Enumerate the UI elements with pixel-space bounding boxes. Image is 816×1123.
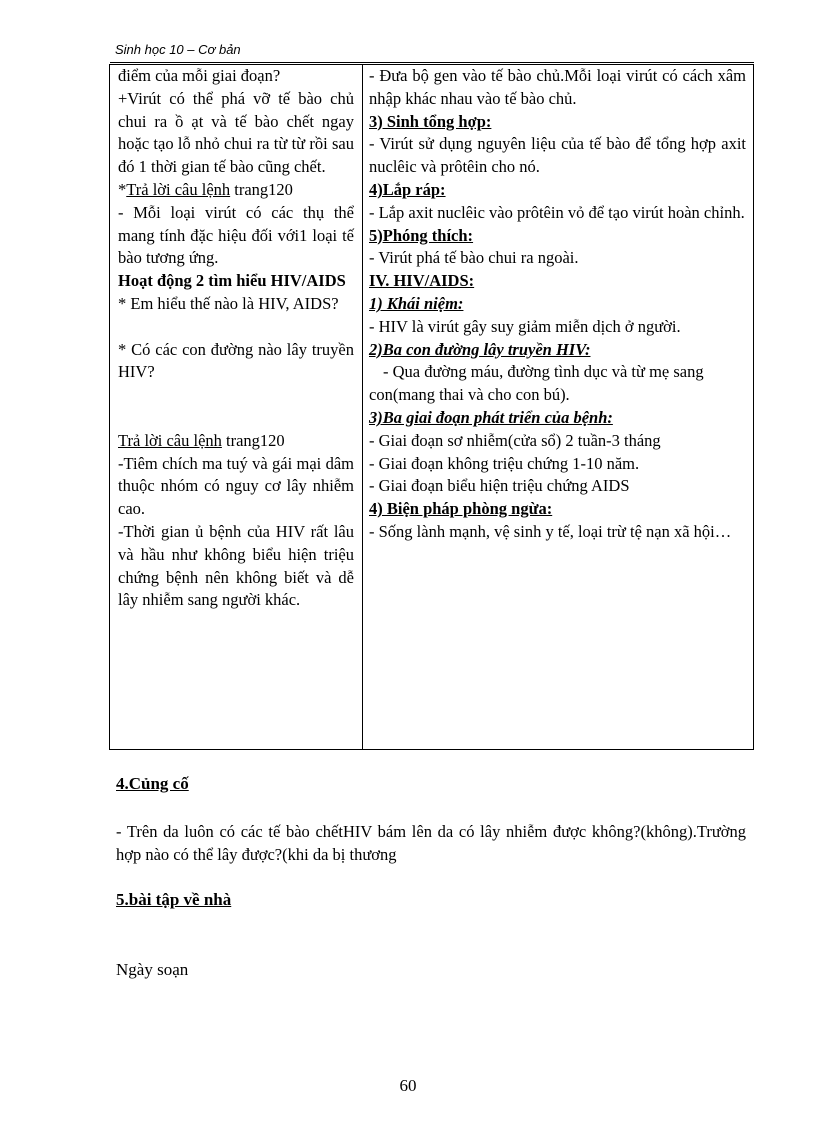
- content-column: [363, 65, 753, 749]
- section-5-title: 5.bài tập về nhà: [116, 890, 232, 909]
- question: * Em hiểu thế nào là HIV, AIDS?: [118, 293, 339, 313]
- left-line: +Virút có thể phá vỡ tế bào chủ chui ra ồ ạt và tế bào chết ngay hoặc tạo lỗ nhỏ chui ra từ từ rồi sau đó 1 thời gian tế bào cũng chết.: [118, 88, 354, 177]
- content-heading: 4) Biện pháp phòng ngừa:: [369, 499, 553, 519]
- section-4-text: - Trên da luôn có các tế bào chếtHIV bám lên da có lây nhiễm được không?(không).Trường hợp nào có thể lây được?(khi da bị thương: [116, 822, 746, 864]
- prompt-heading: *Trả lời câu lệnh trang120: [118, 179, 293, 199]
- running-header: Sinh học 10 – Cơ bản: [115, 42, 241, 57]
- right-line: - Virút phá tế bào chui ra ngoài.: [369, 248, 579, 268]
- date-label: Ngày soạn: [116, 960, 189, 979]
- left-line: điểm của mỗi giai đoạn?: [118, 66, 281, 85]
- right-line: - Giai đoạn sơ nhiễm(cửa sổ) 2 tuần-3 tháng: [369, 430, 661, 450]
- content-heading: 5)Phóng thích:: [369, 225, 474, 245]
- lesson-table: [109, 64, 754, 750]
- right-line: - Đưa bộ gen vào tế bào chủ.Mỗi loại virút có cách xâm nhập khác nhau vào tế bào chủ.: [369, 66, 746, 108]
- content-heading: IV. HIV/AIDS:: [369, 271, 475, 291]
- right-line: - Giai đoạn biểu hiện triệu chứng AIDS: [369, 476, 630, 496]
- right-line: - Sống lành mạnh, vệ sinh y tế, loại trừ tệ nạn xã hội…: [369, 521, 732, 541]
- content-heading: 3)Ba giai đoạn phát triển của bệnh:: [369, 407, 613, 427]
- right-line: con(mang thai và cho con bú).: [369, 385, 570, 405]
- right-line: - HIV là virút gây suy giảm miễn dịch ở người.: [369, 316, 681, 336]
- content-heading: 4)Lắp ráp:: [369, 179, 446, 199]
- content-heading: 3) Sinh tổng hợp:: [369, 111, 492, 131]
- right-line: - Giai đoạn không triệu chứng 1-10 năm.: [369, 453, 640, 473]
- prompt-heading: [118, 430, 354, 453]
- activity-column: [110, 65, 363, 749]
- right-line: - Lắp axit nuclêic vào prôtêin vỏ để tạo virút hoàn chỉnh.: [369, 202, 745, 222]
- left-line: - Mỗi loại virút có các thụ thể mang tính đặc hiệu đối với1 loại tế bào tương ứng.: [118, 202, 354, 268]
- content-heading: 1) Khái niệm:: [369, 293, 464, 313]
- right-line: - Virút sử dụng nguyên liệu của tế bào để tổng hợp axit nuclêic và prôtêin cho nó.: [369, 134, 746, 177]
- left-line: -Thời gian ủ bệnh của HIV rất lâu và hầu như không biểu hiện triệu chứng bệnh nên không biết và dễ lây nhiễm sang người khác.: [118, 521, 354, 610]
- prompt-page: trang120: [234, 179, 293, 199]
- section-4-title: 4.Củng cố: [116, 774, 189, 793]
- prompt-label: Trả lời câu lệnh: [118, 430, 222, 450]
- prompt-label: Trả lời câu lệnh: [126, 179, 231, 199]
- page-number: 60: [399, 1076, 417, 1095]
- content-heading: 2)Ba con đường lây truyền HIV:: [369, 339, 591, 359]
- question: * Có các con đường nào lây truyền HIV?: [118, 339, 354, 382]
- right-line: - Qua đường máu, đường tình dục và từ mẹ sang: [383, 362, 704, 382]
- left-line: -Tiêm chích ma tuý và gái mại dâm thuộc nhóm có nguy cơ lây nhiễm cao.: [118, 453, 354, 519]
- prompt-page: trang120: [226, 430, 285, 450]
- activity-heading: Hoạt động 2 tìm hiểu HIV/AIDS: [118, 271, 346, 291]
